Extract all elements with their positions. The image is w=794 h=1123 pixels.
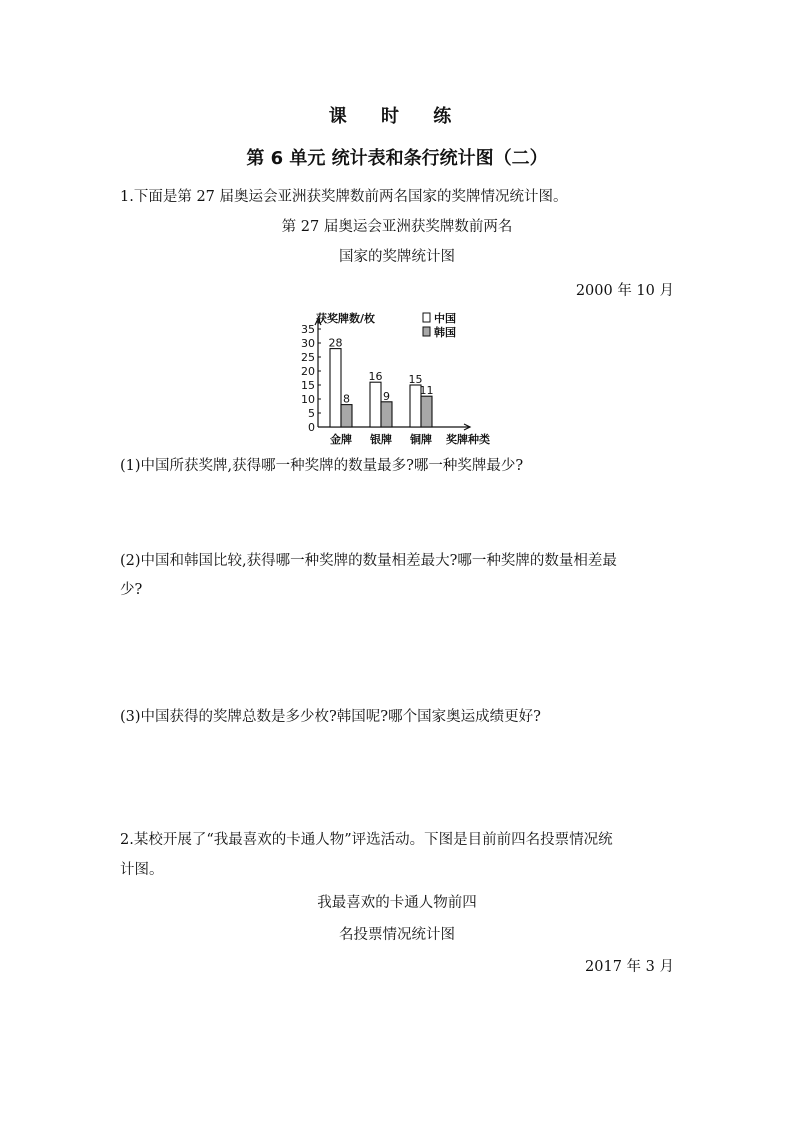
y-tick-label: 35 bbox=[301, 323, 315, 336]
y-tick-label: 10 bbox=[301, 393, 315, 406]
legend-swatch-korea bbox=[423, 327, 430, 336]
legend-swatch-china bbox=[423, 313, 430, 322]
bar-korea bbox=[421, 396, 432, 427]
unit-subtitle: 第 6 单元 统计表和条行统计图（二） bbox=[246, 148, 548, 169]
bar-china bbox=[370, 382, 381, 427]
bar-value-label: 28 bbox=[328, 336, 343, 350]
y-tick-label: 20 bbox=[301, 365, 315, 378]
x-category-label: 银牌 bbox=[370, 433, 392, 446]
x-axis-label: 奖牌种类 bbox=[446, 433, 490, 446]
legend-label-china: 中国 bbox=[434, 312, 456, 325]
page-title: 课 时 练 bbox=[328, 106, 466, 127]
legend-label-korea: 韩国 bbox=[434, 326, 456, 339]
y-tick-label: 30 bbox=[301, 337, 315, 350]
q1-chart-title-line1: 第 27 届奥运会亚洲获奖牌数前两名 bbox=[281, 219, 513, 235]
q2-intro-line1: 2.某校开展了“我最喜欢的卡通人物”评选活动。下图是目前前四名投票情况统 bbox=[120, 832, 613, 848]
q2-chart-title-line2: 名投票情况统计图 bbox=[339, 927, 455, 943]
bar-china bbox=[330, 349, 341, 427]
y-tick-label: 0 bbox=[308, 421, 315, 434]
q1-sub2-line1: (2)中国和韩国比较,获得哪一种奖牌的数量相差最大?哪一种奖牌的数量相差最 bbox=[120, 553, 617, 569]
q1-intro: 1.下面是第 27 届奥运会亚洲获奖牌数前两名国家的奖牌情况统计图。 bbox=[120, 189, 568, 205]
q1-chart-title-line2: 国家的奖牌统计图 bbox=[339, 249, 455, 265]
y-axis-label: 获奖牌数/枚 bbox=[316, 312, 376, 325]
bar-value-label: 9 bbox=[383, 389, 390, 403]
bar-value-label: 11 bbox=[419, 384, 434, 398]
y-tick-label: 15 bbox=[301, 379, 315, 392]
bar-value-label: 16 bbox=[368, 370, 383, 384]
q2-chart-title-line1: 我最喜欢的卡通人物前四 bbox=[317, 895, 477, 911]
bar-korea bbox=[381, 402, 392, 427]
q1-sub2-line2: 少? bbox=[120, 582, 143, 598]
q2-chart-date: 2017 年 3 月 bbox=[585, 959, 674, 975]
bar-korea bbox=[341, 405, 352, 427]
x-category-label: 铜牌 bbox=[410, 433, 432, 446]
q2-intro-line2: 计图。 bbox=[120, 862, 164, 878]
q1-chart-date: 2000 年 10 月 bbox=[575, 283, 674, 299]
bar-value-label: 8 bbox=[343, 392, 350, 406]
y-tick-label: 25 bbox=[301, 351, 315, 364]
q1-sub1: (1)中国所获奖牌,获得哪一种奖牌的数量最多?哪一种奖牌最少? bbox=[120, 458, 524, 474]
medal-bar-chart bbox=[290, 305, 510, 450]
bar-value-label: 15 bbox=[408, 373, 423, 386]
x-category-label: 金牌 bbox=[330, 433, 352, 446]
q1-sub3: (3)中国获得的奖牌总数是多少枚?韩国呢?哪个国家奥运成绩更好? bbox=[120, 709, 541, 725]
y-tick-label: 5 bbox=[308, 407, 315, 420]
